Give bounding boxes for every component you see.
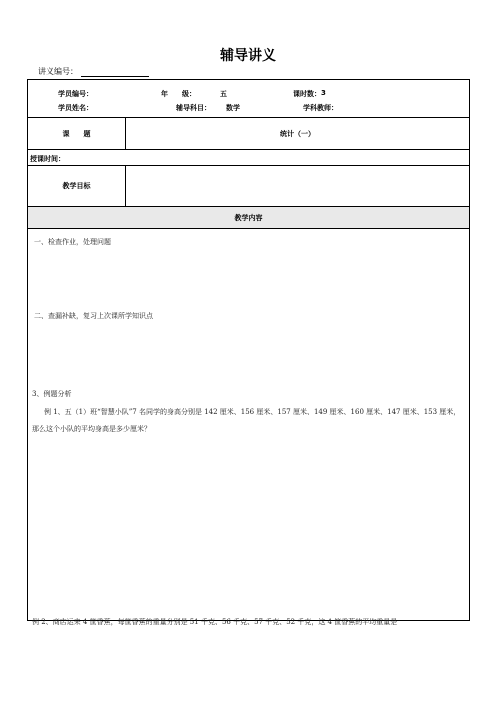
teaching-time-label: 授课时间： — [30, 155, 65, 163]
section-check-homework: 一、检查作业，处理问题 — [34, 238, 111, 246]
topic-row — [28, 118, 469, 150]
content-header: 教学内容 — [28, 207, 469, 229]
topic-value: 统计（一） — [280, 129, 315, 138]
section-examples: 3、例题分析 — [32, 390, 72, 398]
example-2-text: 例 2、商店运来 4 筐香蕉，每筐香蕉的重量分别是 51 千克、56 千克、57 千克、52 千克，这 4 筐香蕉的平均重量是 — [32, 618, 398, 626]
section-review: 二、查漏补缺，复习上次课所学知识点 — [34, 312, 153, 320]
teaching-goals-label: 教学目标 — [28, 166, 126, 206]
hours-value: 3 — [321, 89, 326, 97]
lesson-table — [27, 79, 470, 626]
lecture-code-line — [38, 66, 149, 77]
lecture-code-label: 讲义编号： — [38, 67, 78, 76]
subject-value: 数学 — [226, 104, 240, 112]
student-name-label: 学员姓名： — [58, 104, 93, 112]
lecture-code-blank — [81, 68, 149, 77]
subject-label: 辅导科目： — [176, 104, 211, 112]
example-1-text: 例 1、五（1）班“智慧小队”7 名同学的身高分别是 142 厘米、156 厘米、157 厘米、149 厘米、160 厘米、147 厘米、153 厘米，那么这个小队的平均身高是多少厘米？ — [32, 408, 461, 433]
topic-label: 课 题 — [28, 118, 126, 149]
student-info-row — [28, 80, 469, 118]
teaching-time-row — [28, 150, 469, 166]
teacher-label: 学科教师： — [303, 104, 338, 112]
grade-label: 年 级： — [161, 90, 196, 98]
hours-label: 课时数： — [293, 90, 321, 98]
page-title: 辅导讲义 — [220, 48, 276, 64]
student-no-label: 学员编号： — [58, 90, 93, 98]
grade-value: 五 — [220, 90, 227, 98]
teaching-goals-row — [28, 166, 469, 207]
